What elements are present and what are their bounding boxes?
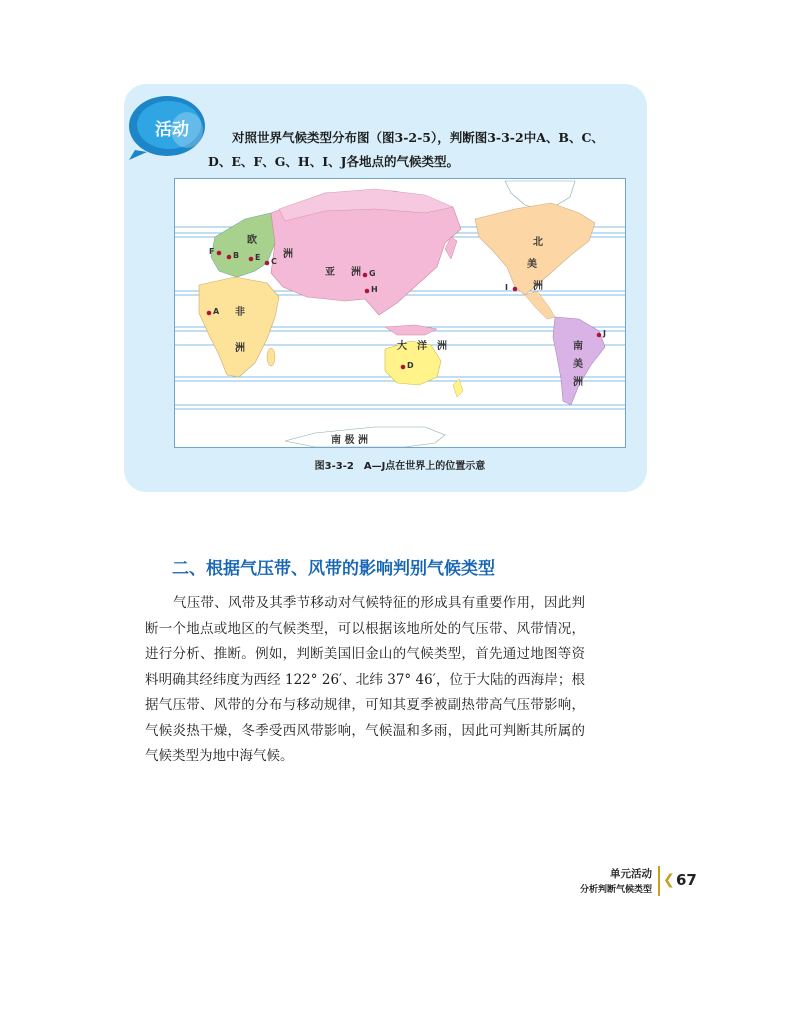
europe-shape <box>211 213 279 277</box>
africa-shape <box>199 277 279 377</box>
label-north-america-1: 北 <box>533 237 543 248</box>
point-e-label: E <box>255 253 261 262</box>
section-title: 二、根据气压带、风带的影响判别气候类型 <box>172 559 495 579</box>
madagascar-shape <box>267 348 275 366</box>
instruction-line-2: D、E、F、G、H、I、J各地点的气候类型。 <box>208 154 459 169</box>
footer-unit-title: 单元活动 <box>610 868 652 880</box>
label-asia-2: 洲 <box>351 267 361 278</box>
indonesia-shape <box>385 325 437 335</box>
label-north-america-2: 美 <box>527 259 537 270</box>
point-b-marker <box>227 255 232 260</box>
point-a-label: A <box>213 307 220 316</box>
label-antarctica: 南 极 洲 <box>331 435 368 446</box>
footer-unit-subtitle: 分析判断气候类型 <box>579 885 652 895</box>
point-e-marker <box>249 257 254 262</box>
label-south-america-1: 南 <box>573 341 583 352</box>
label-africa-2: 洲 <box>235 343 245 354</box>
world-map <box>174 178 626 448</box>
activity-instruction <box>208 126 628 174</box>
label-asia-1: 亚 <box>325 267 335 278</box>
point-b-label: B <box>233 251 240 260</box>
page-number: 67 <box>676 871 697 889</box>
activity-badge-label: 活动 <box>155 120 189 140</box>
point-c-label: C <box>271 257 277 266</box>
point-d-label: D <box>407 361 414 370</box>
instruction-line-1: 对照世界气候类型分布图（图3-2-5），判断图3-3-2中A、B、C、 <box>232 130 604 145</box>
point-g-label: G <box>369 269 376 278</box>
point-f-label: F <box>209 247 215 256</box>
point-c-marker <box>265 261 270 266</box>
label-europe-1: 欧 <box>247 235 257 246</box>
point-h-label: H <box>371 285 378 294</box>
point-j-marker <box>597 333 602 338</box>
body-paragraph: 气压带、风带及其季节移动对气候特征的形成具有重要作用，因此判断一个地点或地区的气候类型，可以根据该地所处的气压带、风带情况，进行分析、推断。例如，判断美国旧金山的气候类型，首先通过地图等资料明确其经纬度为西经 122° 26′、北纬 37° 46′，位于大陆的西海岸；根据气压带、风带的分布与移动规律，可知其夏季被副热带高气压带影响，气候炎热干燥，冬季受西风带影响，气候温和多雨，因此可判断其所属的气候类型为地中海气候。 <box>145 595 585 764</box>
label-europe-2: 洲 <box>283 249 293 260</box>
label-africa-1: 非 <box>235 307 245 318</box>
label-south-america-3: 洲 <box>573 377 583 388</box>
point-d-marker <box>401 365 406 370</box>
new-zealand-shape <box>453 379 463 397</box>
label-north-america-3: 洲 <box>533 281 543 292</box>
point-h-marker <box>365 289 370 294</box>
label-oceania: 大 洋 洲 <box>397 341 447 352</box>
point-g-marker <box>363 273 368 278</box>
label-south-america-2: 美 <box>573 359 583 370</box>
chevron-left-icon: ❮ <box>663 872 675 888</box>
footer-divider <box>658 866 660 896</box>
point-i-marker <box>513 287 518 292</box>
point-i-label: I <box>505 283 508 292</box>
point-j-label: J <box>603 329 606 338</box>
point-a-marker <box>207 311 212 316</box>
figure-caption: 图3-3-2 A—J点在世界上的位置示意 <box>314 461 486 472</box>
point-f-marker <box>217 251 222 256</box>
